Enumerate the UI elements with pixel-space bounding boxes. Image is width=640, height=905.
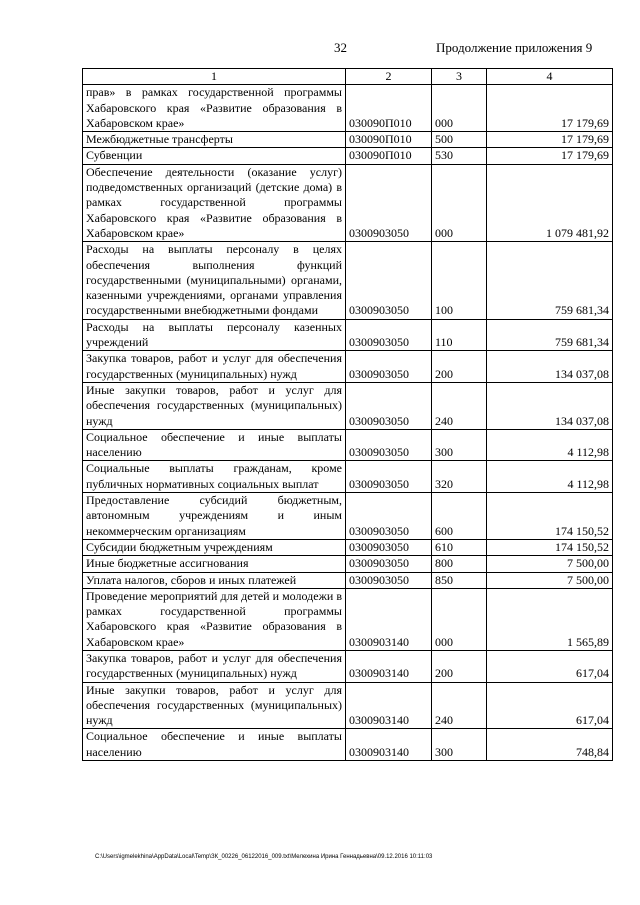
target-code-cell: 0300903050 bbox=[346, 351, 432, 383]
amount-cell: 134 037,08 bbox=[487, 382, 613, 429]
table-row bbox=[83, 572, 613, 588]
expense-type-cell: 320 bbox=[432, 461, 487, 493]
table-row bbox=[83, 319, 613, 351]
amount-cell: 748,84 bbox=[487, 729, 613, 761]
budget-table bbox=[82, 68, 613, 761]
table-row bbox=[83, 650, 613, 682]
expense-type-cell: 240 bbox=[432, 382, 487, 429]
target-code-cell: 0300903140 bbox=[346, 650, 432, 682]
expense-type-cell: 100 bbox=[432, 242, 487, 319]
expense-type-cell: 240 bbox=[432, 682, 487, 729]
expense-type-cell: 000 bbox=[432, 588, 487, 650]
target-code-cell: 030090П010 bbox=[346, 85, 432, 132]
amount-cell: 134 037,08 bbox=[487, 351, 613, 383]
table-row bbox=[83, 461, 613, 493]
table-row bbox=[83, 148, 613, 164]
expense-type-cell: 200 bbox=[432, 351, 487, 383]
target-code-cell: 0300903050 bbox=[346, 164, 432, 241]
expense-name-cell: Межбюджетные трансферты bbox=[83, 132, 346, 148]
amount-cell: 174 150,52 bbox=[487, 493, 613, 540]
document-footer-path: C:\Users\igmelekhina\AppData\Local\Temp\ЗК_00226_06122016_009.txt\Мелехина Ирина Геннадьевна\09.12.2016 10:11:03 bbox=[95, 854, 433, 860]
amount-cell: 17 179,69 bbox=[487, 85, 613, 132]
table-header-row bbox=[83, 69, 613, 85]
expense-type-cell: 530 bbox=[432, 148, 487, 164]
table-row bbox=[83, 682, 613, 729]
expense-type-cell: 300 bbox=[432, 729, 487, 761]
expense-name-cell: Предоставление субсидий бюджетным, автономным учреждениям и иным некоммерческим организациям bbox=[83, 493, 346, 540]
column-header: 3 bbox=[432, 69, 487, 85]
table-row bbox=[83, 539, 613, 555]
expense-type-cell: 300 bbox=[432, 429, 487, 461]
amount-cell: 617,04 bbox=[487, 682, 613, 729]
expense-name-cell: Расходы на выплаты персоналу в целях обеспечения выполнения функций государственными (муниципальными) органами, казенными учреждениями, органами управления государственными внебюджетными фондами bbox=[83, 242, 346, 319]
table-row bbox=[83, 351, 613, 383]
expense-name-cell: Уплата налогов, сборов и иных платежей bbox=[83, 572, 346, 588]
amount-cell: 7 500,00 bbox=[487, 556, 613, 572]
target-code-cell: 0300903140 bbox=[346, 729, 432, 761]
expense-type-cell: 600 bbox=[432, 493, 487, 540]
expense-name-cell: Иные закупки товаров, работ и услуг для обеспечения государственных (муниципальных) нужд bbox=[83, 382, 346, 429]
target-code-cell: 0300903050 bbox=[346, 242, 432, 319]
amount-cell: 759 681,34 bbox=[487, 242, 613, 319]
target-code-cell: 0300903140 bbox=[346, 588, 432, 650]
expense-type-cell: 850 bbox=[432, 572, 487, 588]
table-row bbox=[83, 132, 613, 148]
target-code-cell: 0300903050 bbox=[346, 382, 432, 429]
table-row bbox=[83, 242, 613, 319]
expense-name-cell: Закупка товаров, работ и услуг для обеспечения государственных (муниципальных) нужд bbox=[83, 351, 346, 383]
column-header: 1 bbox=[83, 69, 346, 85]
target-code-cell: 0300903050 bbox=[346, 493, 432, 540]
expense-name-cell: Иные бюджетные ассигнования bbox=[83, 556, 346, 572]
expense-name-cell: Социальные выплаты гражданам, кроме публичных нормативных социальных выплат bbox=[83, 461, 346, 493]
expense-type-cell: 500 bbox=[432, 132, 487, 148]
amount-cell: 617,04 bbox=[487, 650, 613, 682]
target-code-cell: 0300903050 bbox=[346, 429, 432, 461]
amount-cell: 174 150,52 bbox=[487, 539, 613, 555]
expense-type-cell: 000 bbox=[432, 85, 487, 132]
table-row bbox=[83, 729, 613, 761]
appendix-title: Продолжение приложения 9 bbox=[436, 40, 593, 55]
target-code-cell: 030090П010 bbox=[346, 132, 432, 148]
expense-name-cell: Проведение мероприятий для детей и молодежи в рамках государственной программы Хабаровского края «Развитие образования в Хабаровском крае» bbox=[83, 588, 346, 650]
amount-cell: 759 681,34 bbox=[487, 319, 613, 351]
target-code-cell: 0300903050 bbox=[346, 461, 432, 493]
target-code-cell: 0300903050 bbox=[346, 539, 432, 555]
target-code-cell: 0300903050 bbox=[346, 319, 432, 351]
amount-cell: 4 112,98 bbox=[487, 429, 613, 461]
expense-name-cell: Обеспечение деятельности (оказание услуг) подведомственных организаций (детские дома) в рамках государственной программы Хабаровского края «Развитие образования в Хабаровском крае» bbox=[83, 164, 346, 241]
expense-type-cell: 110 bbox=[432, 319, 487, 351]
amount-cell: 4 112,98 bbox=[487, 461, 613, 493]
amount-cell: 7 500,00 bbox=[487, 572, 613, 588]
expense-type-cell: 800 bbox=[432, 556, 487, 572]
table-row bbox=[83, 85, 613, 132]
target-code-cell: 0300903050 bbox=[346, 572, 432, 588]
amount-cell: 1 565,89 bbox=[487, 588, 613, 650]
expense-name-cell: Закупка товаров, работ и услуг для обеспечения государственных (муниципальных) нужд bbox=[83, 650, 346, 682]
expense-type-cell: 000 bbox=[432, 164, 487, 241]
amount-cell: 1 079 481,92 bbox=[487, 164, 613, 241]
target-code-cell: 0300903050 bbox=[346, 556, 432, 572]
column-header: 2 bbox=[346, 69, 432, 85]
target-code-cell: 030090П010 bbox=[346, 148, 432, 164]
column-header: 4 bbox=[487, 69, 613, 85]
expense-name-cell: прав» в рамках государственной программы Хабаровского края «Развитие образования в Хабаровском крае» bbox=[83, 85, 346, 132]
table-row bbox=[83, 588, 613, 650]
amount-cell: 17 179,69 bbox=[487, 148, 613, 164]
table-row bbox=[83, 493, 613, 540]
expense-name-cell: Социальное обеспечение и иные выплаты населению bbox=[83, 429, 346, 461]
table-row bbox=[83, 382, 613, 429]
page-number: 32 bbox=[334, 40, 347, 55]
amount-cell: 17 179,69 bbox=[487, 132, 613, 148]
expense-type-cell: 610 bbox=[432, 539, 487, 555]
expense-name-cell: Иные закупки товаров, работ и услуг для обеспечения государственных (муниципальных) нужд bbox=[83, 682, 346, 729]
expense-name-cell: Субвенции bbox=[83, 148, 346, 164]
expense-name-cell: Субсидии бюджетным учреждениям bbox=[83, 539, 346, 555]
expense-type-cell: 200 bbox=[432, 650, 487, 682]
expense-name-cell: Расходы на выплаты персоналу казенных учреждений bbox=[83, 319, 346, 351]
expense-name-cell: Социальное обеспечение и иные выплаты населению bbox=[83, 729, 346, 761]
target-code-cell: 0300903140 bbox=[346, 682, 432, 729]
table-row bbox=[83, 429, 613, 461]
table-row bbox=[83, 164, 613, 241]
table-row bbox=[83, 556, 613, 572]
